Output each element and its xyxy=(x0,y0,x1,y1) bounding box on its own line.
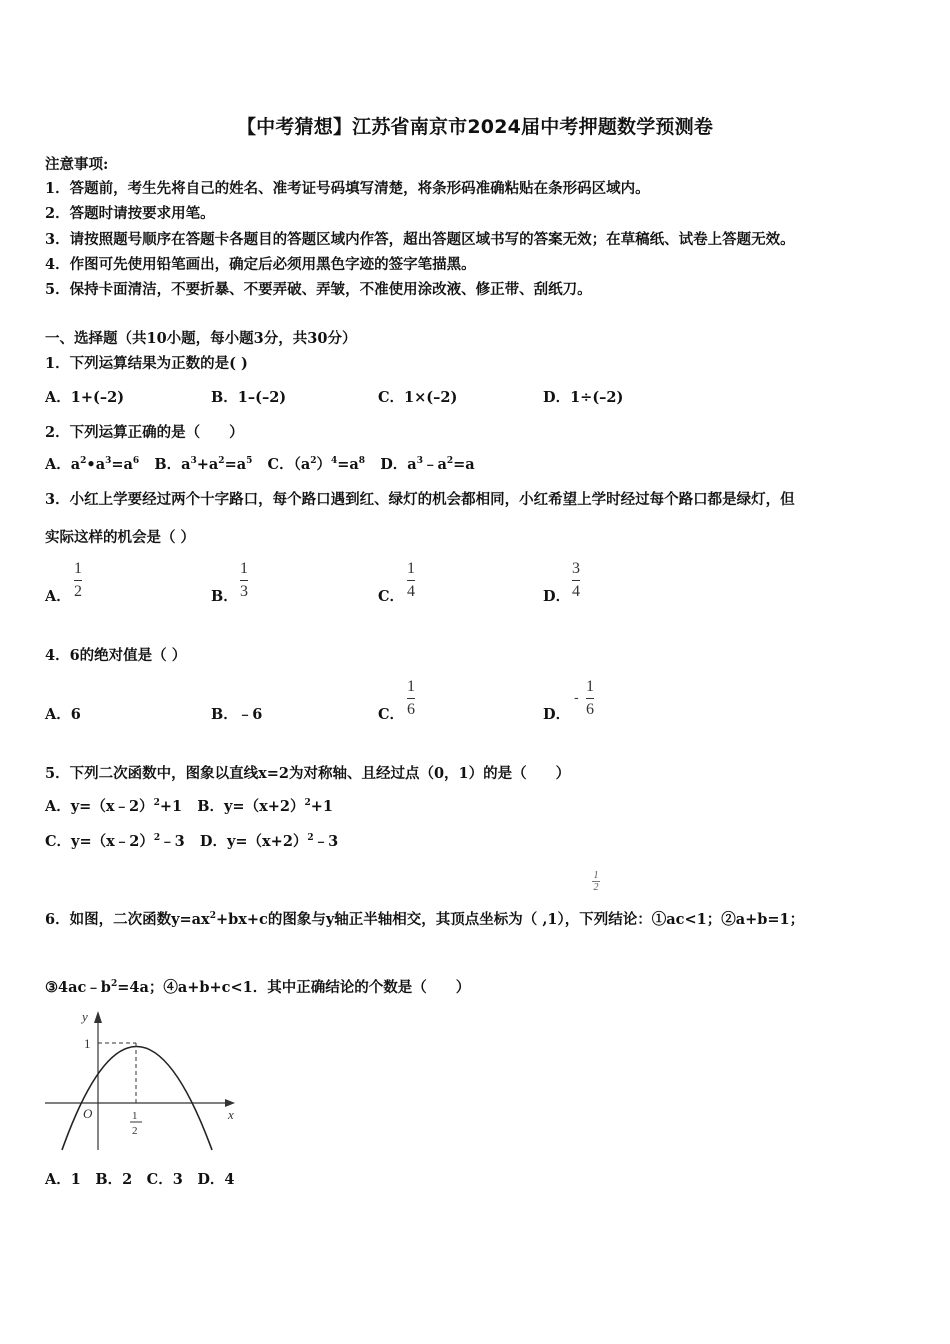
question-1-stem: 1．下列运算结果为正数的是( ) xyxy=(45,355,248,372)
q6-vertex-fraction: 1 2 xyxy=(593,870,599,893)
q5-option-d[interactable]: D．$y=(x+2)^2﹣3$ xyxy=(199,833,339,850)
q5-options-cd xyxy=(45,830,338,851)
q3-option-d[interactable]: D． xyxy=(543,588,571,605)
q4-option-b[interactable]: B．﹣6 xyxy=(211,706,263,723)
y-tick-label: 1 xyxy=(84,1036,91,1051)
question-3-stem-cont: 实际这样的机会是（ ） xyxy=(45,529,196,546)
page-title: 【中考猜想】江苏省南京市2024届中考押题数学预测卷 xyxy=(236,116,714,138)
q4-option-d-sign: - xyxy=(574,690,579,706)
q3-option-a-fraction: 1 2 xyxy=(74,560,82,600)
q3-option-d-fraction: 3 4 xyxy=(572,560,580,600)
q4-option-a[interactable]: A．6 xyxy=(45,706,81,723)
q2-option-d[interactable]: D．$a^3﹣a^2=a$ xyxy=(380,456,475,473)
note-item: 1．答题前，考生先将自己的姓名、准考证号码填写清楚，将条形码准确粘贴在条形码区域内。 xyxy=(45,180,650,197)
q3-option-c[interactable]: C． xyxy=(378,588,405,605)
question-5-stem: 5．下列二次函数中，图象以直线x=2为对称轴、且经过点（0，1）的是（ ） xyxy=(45,765,571,782)
q1-option-d[interactable]: D．1÷(–2) xyxy=(543,389,624,406)
q3-option-b[interactable]: B． xyxy=(211,588,238,605)
notes-heading: 注意事项: xyxy=(45,156,109,173)
question-6-stem-cont: $③4ac﹣b^2=4a$；④a+b+c<1．其中正确结论的个数是（ ） xyxy=(45,979,471,996)
q4-option-c[interactable]: C． xyxy=(378,706,405,723)
q2-option-a[interactable]: A．$a^2•a^3=a^6$ xyxy=(45,456,140,473)
q5-option-b[interactable]: B．$y=(x+2)^2+1$ xyxy=(197,798,333,815)
q3-option-a[interactable]: A． xyxy=(45,588,71,605)
q2-options xyxy=(45,453,475,474)
note-item: 4．作图可先使用铅笔画出，确定后必须用黑色字迹的签字笔描黑。 xyxy=(45,256,476,273)
q1-option-a[interactable]: A．1+(–2) xyxy=(45,389,125,406)
note-item: 2．答题时请按要求用笔。 xyxy=(45,205,215,222)
x-tick-numerator: 1 xyxy=(132,1110,138,1122)
q1-option-b[interactable]: B．1–(–2) xyxy=(211,389,287,406)
q6-options[interactable]: A．1 B．2 C．3 D．4 xyxy=(45,1171,235,1188)
x-axis-label: x xyxy=(228,1107,234,1122)
question-2-stem: 2．下列运算正确的是（ ） xyxy=(45,424,244,441)
q3-option-b-fraction: 1 3 xyxy=(240,560,248,600)
question-4-stem: 4．6的绝对值是（ ） xyxy=(45,647,187,664)
q2-option-c[interactable]: C．$(a^2)^4=a^8$ xyxy=(267,456,366,473)
q5-option-c[interactable]: C．y=（x﹣2）$^2$﹣3 xyxy=(45,833,185,850)
x-tick-denominator: 2 xyxy=(132,1125,138,1137)
q4-option-c-fraction: 1 6 xyxy=(407,678,415,718)
q5-option-a[interactable]: A．y=（x﹣2）$^2$+1 xyxy=(45,798,183,815)
q3-option-c-fraction: 1 4 xyxy=(407,560,415,600)
x-axis-arrow xyxy=(225,1099,235,1107)
q4-option-d-fraction: 1 6 xyxy=(586,678,594,718)
question-6-stem: 6．如图，二次函数$y=ax^2+bx+c$的图象与y轴正半轴相交，其顶点坐标为（ ,1），下列结论：①ac<1；②a+b=1； xyxy=(45,911,805,928)
section-heading: 一、选择题（共10小题，每小题3分，共30分） xyxy=(45,330,357,347)
y-axis-arrow xyxy=(94,1011,102,1023)
question-3-stem: 3．小红上学要经过两个十字路口，每个路口遇到红、绿灯的机会都相同，小红希望上学时经过每个路口都是绿灯，但 xyxy=(45,491,795,508)
y-axis-label: y xyxy=(82,1009,88,1024)
note-item: 3．请按照题号顺序在答题卡各题目的答题区域内作答，超出答题区域书写的答案无效；在草稿纸、试卷上答题无效。 xyxy=(45,231,795,248)
q4-option-d[interactable]: D． xyxy=(543,706,571,723)
q1-option-c[interactable]: C．1×(–2) xyxy=(378,389,458,406)
q2-option-b[interactable]: B．$a^3+a^2=a^5$ xyxy=(154,456,253,473)
note-item: 5．保持卡面清洁，不要折暴、不要弄破、弄皱，不准使用涂改液、修正带、刮纸刀。 xyxy=(45,281,592,298)
origin-label: O xyxy=(83,1106,93,1121)
q6-parabola-graph xyxy=(40,1005,250,1155)
q5-options-ab xyxy=(45,795,333,816)
